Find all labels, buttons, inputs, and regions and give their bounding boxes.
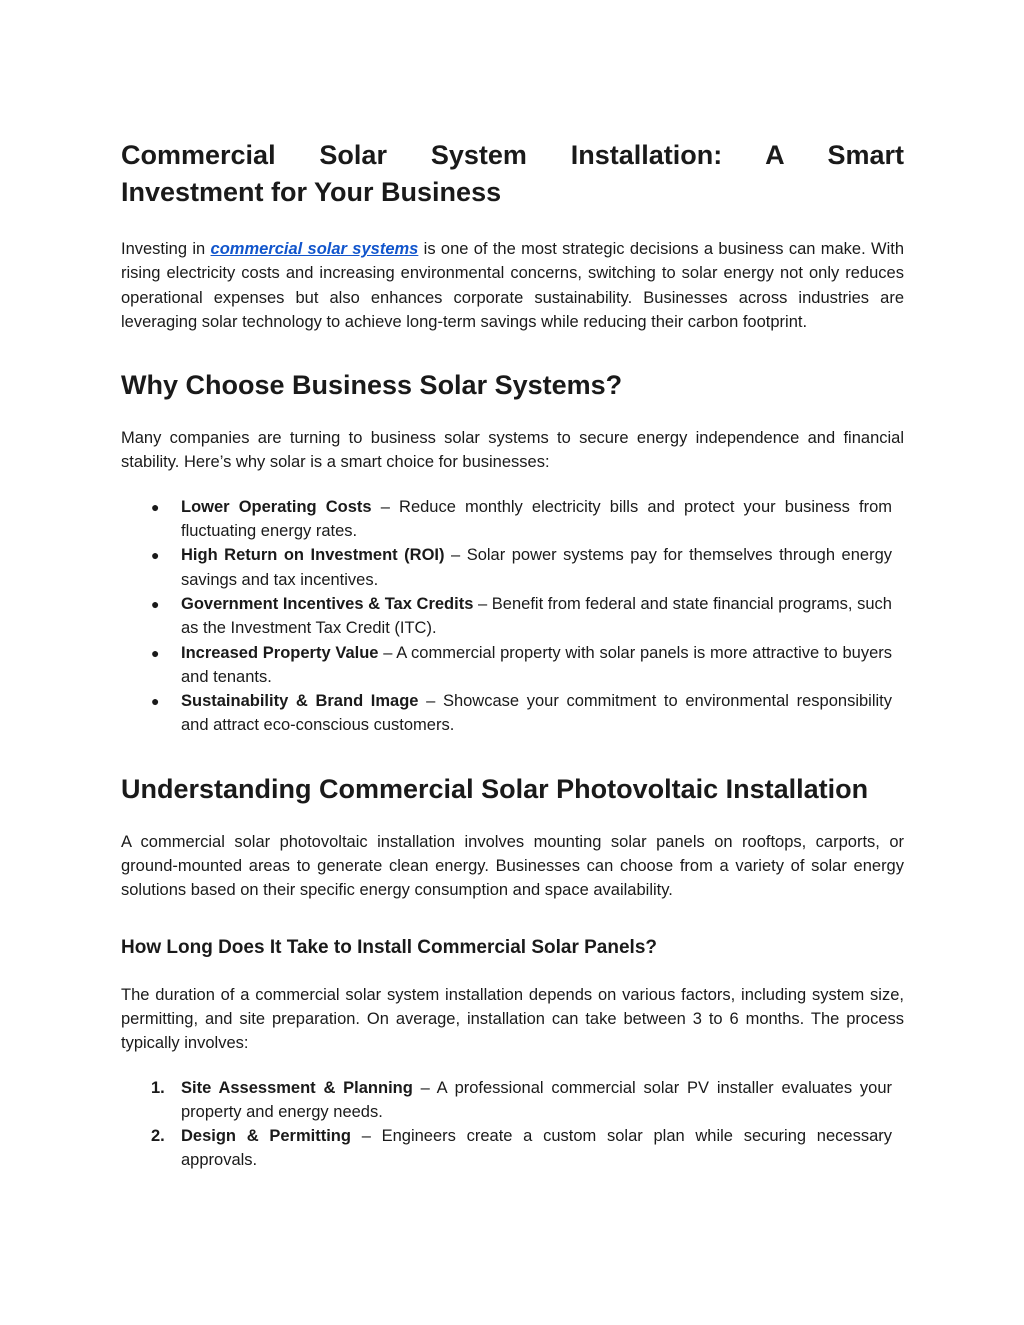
list-item-text: – A commercial property with solar panels is more attractive to buyers and tenants. [181,643,892,686]
document-page [121,137,904,1173]
bullet-icon: ● [151,693,160,710]
list-item [121,543,904,592]
pv-installation-paragraph: A commercial solar photovoltaic installation involves mounting solar panels on rooftops, carports, or ground-mounted areas to generate clean energy. Businesses can choose from a variety of solar energy solutions based on their specific energy consumption and space availability. [121,832,904,900]
intro-text-rest: is one of the most strategic decisions a business can make. With rising electricity costs and increasing environmental concerns, switching to solar energy not only reduces operational expenses but also enhances corporate sustainability. Businesses across industries are leveraging solar technology to achieve long-term savings while reducing their carbon footprint. [121,240,905,331]
intro-text-start: Investing in [121,240,211,258]
intro-paragraph [121,237,904,334]
list-item-text: – Reduce monthly electricity bills and protect your business from fluctuating energy rates. [181,497,893,541]
section-heading-install-time: How Long Does It Take to Install Commercial Solar Panels? [121,936,657,958]
bullet-icon: ● [151,595,160,612]
install-time-paragraph: The duration of a commercial solar system installation depends on various factors, including system size, permitting, and site preparation. On average, installation can take between 3 to 6 months. The process typically involves: [121,985,904,1053]
why-choose-paragraph: Many companies are turning to business solar systems to secure energy independence and financial stability. Here’s why solar is a smart choice for businesses: [121,429,904,472]
section-heading-why-choose: Why Choose Business Solar Systems? [121,370,623,401]
list-item-text: – Solar power systems pay for themselves through energy savings and tax incentives. [181,546,892,589]
page-title-line-1: Commercial Solar System Installation: A Smart [121,140,904,170]
page-title [121,137,904,211]
list-item-text: – A professional commercial solar PV installer evaluates your property and energy needs. [181,1078,892,1121]
list-item-text: – Showcase your commitment to environmental responsibility and attract eco-conscious customers. [181,692,892,735]
list-item-text: – Engineers create a custom solar plan while securing necessary approvals. [181,1127,892,1170]
process-steps-list [121,1076,904,1173]
step-number: 1. [151,1078,165,1097]
commercial-solar-systems-link[interactable]: commercial solar systems [210,240,419,258]
list-item-text: – Benefit from federal and state financial programs, such as the Investment Tax Credit (ITC). [181,594,892,638]
list-item [121,592,904,641]
benefits-list [121,495,904,738]
bullet-icon: ● [151,498,160,515]
bullet-icon: ● [151,644,160,661]
list-item-title: Design & Permitting [181,1127,351,1146]
page-title-line-2: Investment for Your Business [121,177,502,207]
list-item-title: Site Assessment & Planning [181,1078,413,1097]
list-item [121,1076,904,1125]
list-item [121,495,904,544]
list-item [121,641,904,690]
bullet-icon: ● [151,547,160,564]
list-item [121,1124,904,1173]
section-heading-pv-installation: Understanding Commercial Solar Photovoltaic Installation [121,773,869,804]
list-item [121,689,904,738]
list-item-title: Lower Operating Costs [181,497,372,516]
list-item-title: High Return on Investment (ROI) [181,546,445,565]
list-item-title: Government Incentives & Tax Credits [181,594,474,613]
list-item-title: Increased Property Value [181,643,379,662]
step-number: 2. [151,1127,165,1146]
list-item-title: Sustainability & Brand Image [181,692,419,711]
